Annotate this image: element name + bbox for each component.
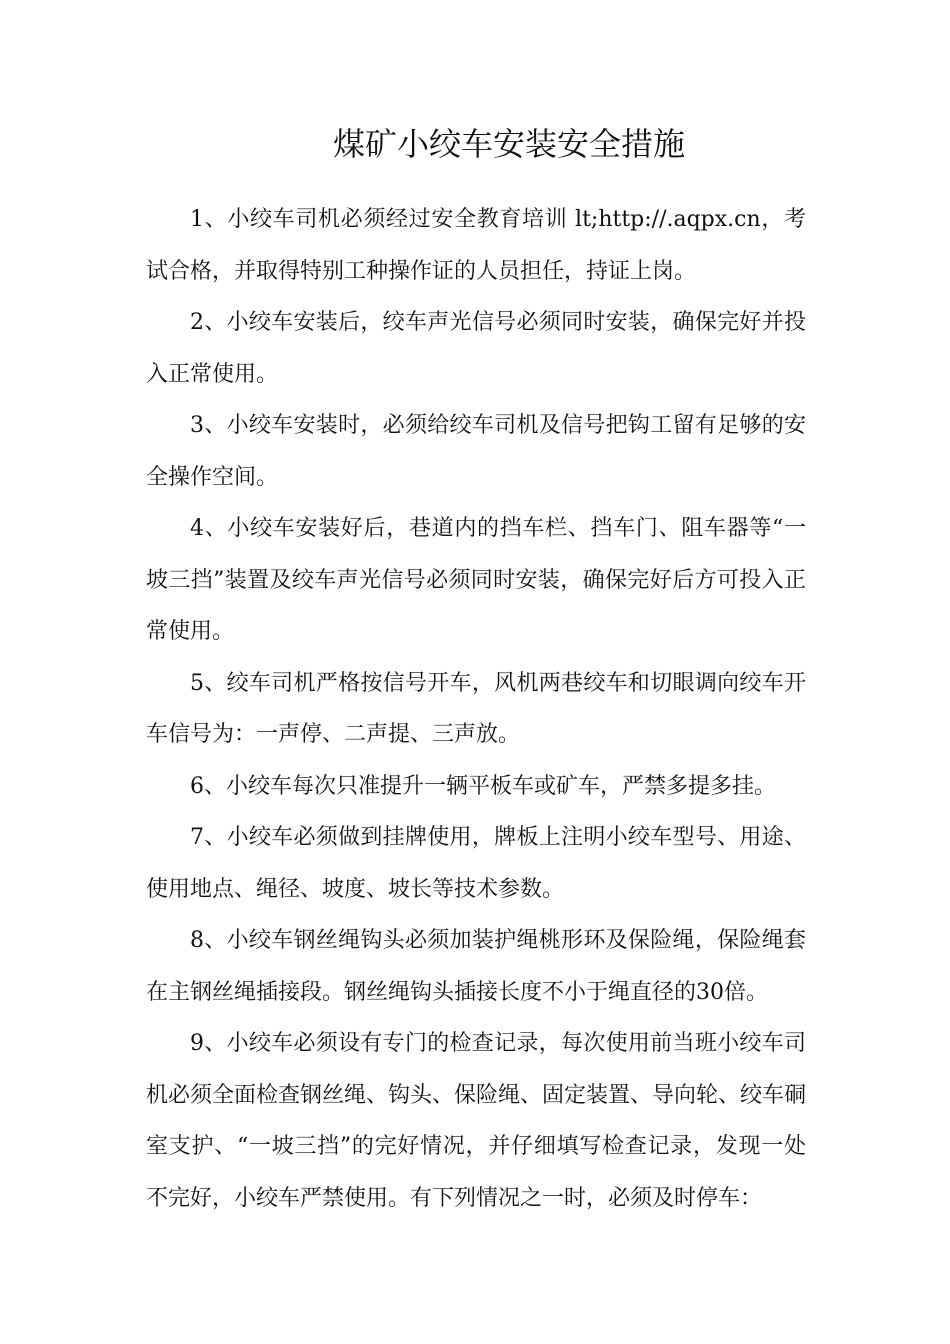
paragraph-6: 6、小绞车每次只准提升一辆平板车或矿车，严禁多提多挂。 bbox=[190, 773, 776, 799]
document-body bbox=[146, 194, 806, 1224]
paragraph-4: 4、小绞车安装好后，巷道内的挡车栏、挡车门、阻车器等“一坡三挡”装置及绞车声光信号必须同时安装，确保完好后方可投入正常使用。 bbox=[146, 516, 806, 644]
paragraph-9: 9、小绞车必须设有专门的检查记录，每次使用前当班小绞车司机必须全面检查钢丝绳、钩头、保险绳、固定装置、导向轮、绞车硐室支护、“一坡三挡”的完好情况，并仔细填写检查记录，发现一处不完好，小绞车严禁使用。有下列情况之一时，必须及时停车： bbox=[146, 1031, 807, 1211]
paragraph-2: 2、小绞车安装后，绞车声光信号必须同时安装，确保完好并投入正常使用。 bbox=[146, 310, 806, 387]
paragraph-8: 8、小绞车钢丝绳钩头必须加装护绳桃形环及保险绳，保险绳套在主钢丝绳插接段。钢丝绳钩头插接长度不小于绳直径的30倍。 bbox=[146, 928, 806, 1005]
paragraph-3: 3、小绞车安装时，必须给绞车司机及信号把钩工留有足够的安全操作空间。 bbox=[146, 413, 806, 490]
paragraph-1: 1、小绞车司机必须经过安全教育培训 lt;http://.aqpx.cn，考试合格，并取得特别工种操作证的人员担任，持证上岗。 bbox=[146, 207, 806, 284]
paragraph-7: 7、小绞车必须做到挂牌使用，牌板上注明小绞车型号、用途、使用地点、绳径、坡度、坡长等技术参数。 bbox=[146, 825, 806, 902]
document-title: 煤矿小绞车安装安全措施 bbox=[332, 125, 685, 163]
paragraph-5: 5、绞车司机严格按信号开车，风机两巷绞车和切眼调向绞车开车信号为：一声停、二声提、三声放。 bbox=[146, 670, 806, 747]
